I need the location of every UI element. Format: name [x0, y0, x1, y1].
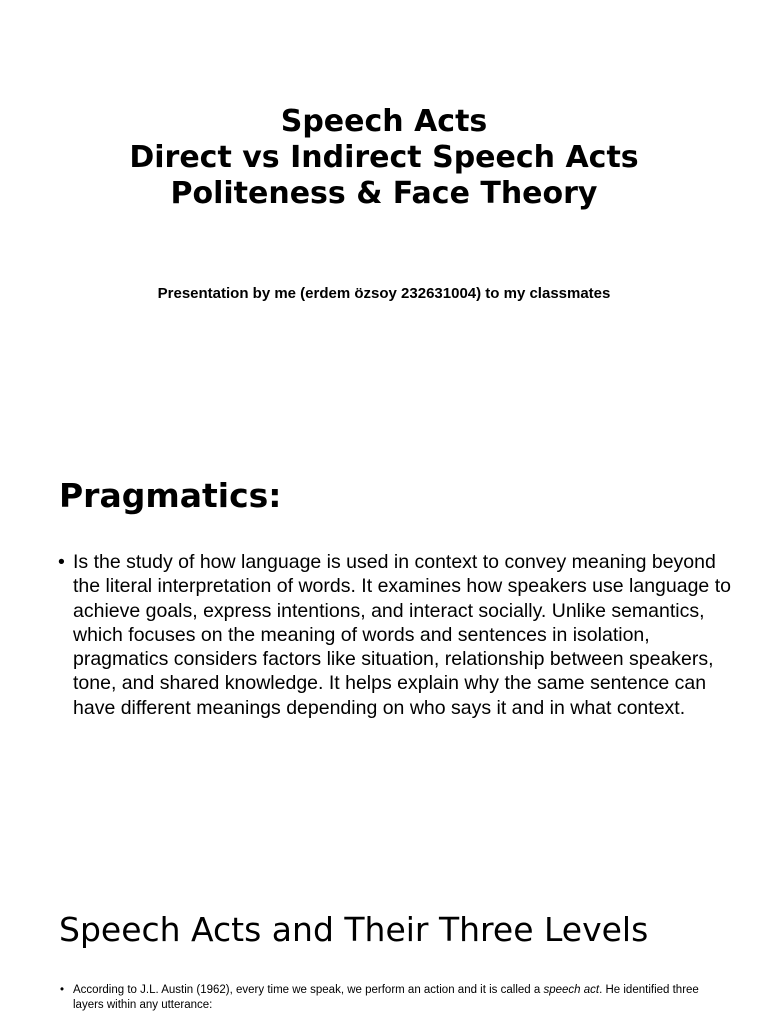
slide-title [0, 104, 768, 212]
speech-act-term: speech act [543, 984, 600, 996]
bullet-icon: • [58, 551, 65, 573]
pragmatics-heading: Pragmatics: [59, 476, 282, 515]
bullet-icon: • [60, 984, 65, 996]
title-line-politeness: Politeness & Face Theory [170, 176, 598, 211]
title-line-speech-acts: Speech Acts [280, 104, 488, 139]
speech-acts-bullet-list [60, 983, 723, 1012]
list-item [60, 983, 723, 1012]
austin-text-after: . He identified three layers within any utterance: [73, 984, 699, 1011]
pragmatics-bullet-list [58, 550, 733, 720]
austin-text-before: According to J.L. Austin (1962), every time we speak, we perform an action and it is called a [73, 984, 544, 996]
speech-acts-heading: Speech Acts and Their Three Levels [59, 910, 649, 949]
list-item [58, 550, 733, 720]
presenter-subtitle: Presentation by me (erdem özsoy 232631004) to my classmates [157, 285, 611, 302]
title-line-direct-indirect: Direct vs Indirect Speech Acts [129, 140, 639, 175]
pragmatics-definition: Is the study of how language is used in context to convey meaning beyond the literal interpretation of words. It examines how speakers use language to achieve goals, express intentions, and interact socially. Unlike semantics, which focuses on the meaning of words and sentences in isolation, pragmatics considers factors like situation, relationship between speakers, tone, and shared knowledge. It helps explain why the same sentence can have different meanings depending on who says it and in what context. [73, 551, 731, 719]
